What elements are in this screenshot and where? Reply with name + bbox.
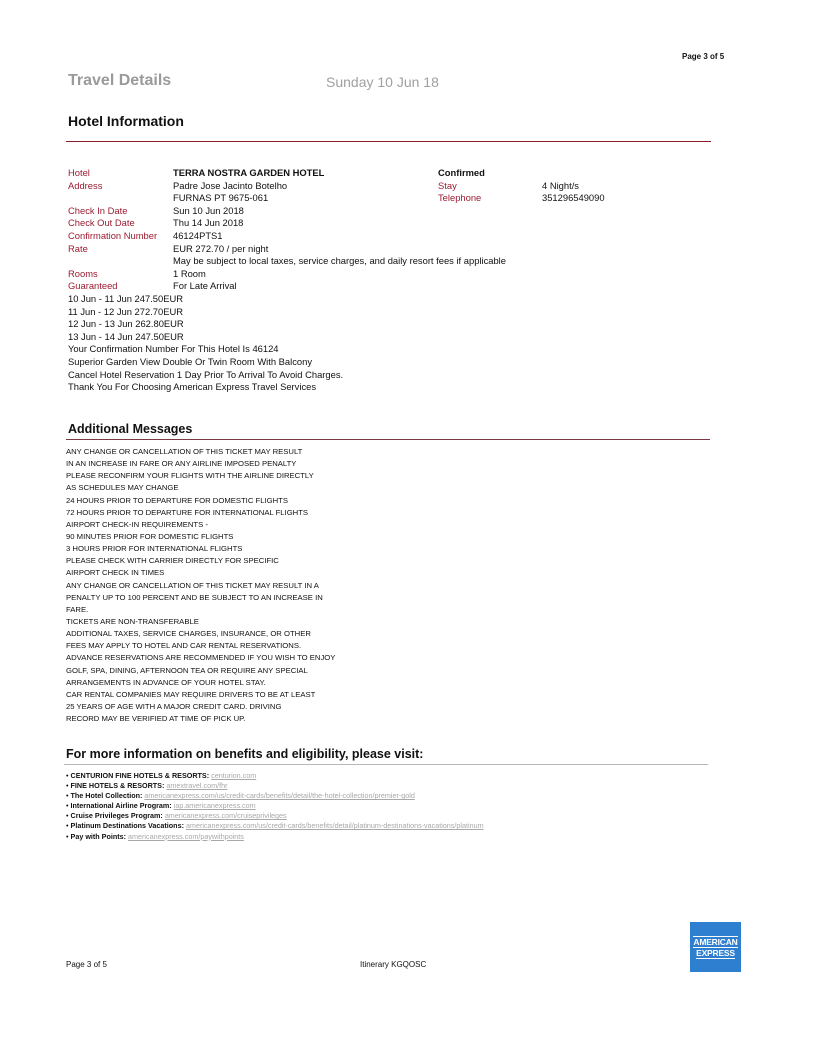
hotel-row: [68, 167, 718, 180]
benefit-link[interactable]: americanexpress.com/paywithpoints: [128, 831, 244, 841]
rate-value: EUR 272.70 / per night: [173, 242, 269, 254]
benefit-item: [66, 791, 726, 801]
american-express-logo: [690, 922, 741, 972]
hotel-name: TERRA NOSTRA GARDEN HOTEL: [173, 167, 325, 178]
hotel-note: [68, 356, 718, 369]
rate-label: Rate: [68, 242, 88, 254]
benefit-item: [66, 821, 726, 831]
hotel-note: [68, 343, 718, 356]
address-row-2: [68, 192, 718, 205]
benefit-name: The Hotel Collection:: [70, 791, 143, 801]
message-line: FEES MAY APPLY TO HOTEL AND CAR RENTAL RESERVATIONS.: [66, 641, 302, 651]
benefit-item: [66, 832, 726, 842]
hotel-note: [68, 331, 718, 344]
confirmation-row: [68, 230, 718, 243]
message-line: ADVANCE RESERVATIONS ARE RECOMMENDED IF YOU WISH TO ENJOY: [66, 653, 336, 663]
message-line: RECORD MAY BE VERIFIED AT TIME OF PICK UP.: [66, 714, 246, 724]
hotel-note: [68, 293, 718, 306]
hotel-note-text: 13 Jun - 14 Jun 247.50EUR: [68, 330, 184, 342]
hotel-note-text: 12 Jun - 13 Jun 262.80EUR: [68, 318, 184, 330]
benefit-link[interactable]: americanexpress.com/cruiseprivileges: [164, 811, 287, 821]
hotel-note-text: Your Confirmation Number For This Hotel Is 46124: [68, 343, 279, 355]
address-row: [68, 180, 718, 193]
hotel-information-block: [68, 167, 718, 394]
benefits-section-divider: [64, 764, 708, 765]
message-line: IN AN INCREASE IN FARE OR ANY AIRLINE IMPOSED PENALTY: [66, 459, 297, 469]
message-line: FARE.: [66, 604, 89, 614]
rooms-label: Rooms: [68, 267, 98, 279]
bullet-icon: •: [66, 821, 69, 831]
bullet-icon: •: [66, 791, 69, 801]
message-line: TICKETS ARE NON-TRANSFERABLE: [66, 616, 199, 626]
message-line: 90 MINUTES PRIOR FOR DOMESTIC FLIGHTS: [66, 531, 234, 541]
message-line: ANY CHANGE OR CANCELLATION OF THIS TICKET MAY RESULT IN A: [66, 580, 319, 590]
benefit-name: FINE HOTELS & RESORTS:: [70, 781, 165, 791]
hotel-note-text: Thank You For Choosing American Express Travel Services: [68, 381, 317, 393]
bullet-icon: •: [66, 781, 69, 791]
hotel-section-divider: [66, 141, 711, 142]
message-line: ADDITIONAL TAXES, SERVICE CHARGES, INSURANCE, OR OTHER: [66, 629, 311, 639]
benefit-item: [66, 771, 726, 781]
confirmation-value: 46124PTS1: [173, 229, 223, 241]
page-number-bottom: Page 3 of 5: [66, 960, 107, 969]
checkout-value: Thu 14 Jun 2018: [173, 217, 244, 229]
hotel-note-text: 10 Jun - 11 Jun 247.50EUR: [68, 292, 184, 304]
message-line: 25 YEARS OF AGE WITH A MAJOR CREDIT CARD. DRIVING: [66, 701, 282, 711]
rooms-value: 1 Room: [173, 267, 206, 279]
hotel-note: [68, 369, 718, 382]
message-line: PENALTY UP TO 100 PERCENT AND BE SUBJECT TO AN INCREASE IN: [66, 592, 323, 602]
address-line-2: FURNAS PT 9675-061: [173, 192, 269, 204]
hotel-note-text: Cancel Hotel Reservation 1 Day Prior To Arrival To Avoid Charges.: [68, 368, 344, 380]
address-line-1: Padre Jose Jacinto Botelho: [173, 179, 288, 191]
message-line: ANY CHANGE OR CANCELLATION OF THIS TICKET MAY RESULT: [66, 447, 303, 456]
benefit-link[interactable]: americanexpress.com/us/credit-cards/benefits/detail/the-hotel-collection/premier-gold: [144, 791, 415, 801]
benefit-name: Cruise Privileges Program:: [70, 811, 163, 821]
message-line: 72 HOURS PRIOR TO DEPARTURE FOR INTERNATIONAL FLIGHTS: [66, 507, 309, 517]
benefits-list: [66, 771, 726, 842]
additional-messages-heading: Additional Messages: [68, 422, 193, 436]
bullet-icon: •: [66, 831, 69, 841]
hotel-label: Hotel: [68, 167, 90, 178]
benefits-heading: For more information on benefits and eligibility, please visit:: [66, 747, 424, 761]
benefit-name: CENTURION FINE HOTELS & RESORTS:: [70, 771, 210, 780]
guaranteed-label: Guaranteed: [68, 280, 118, 292]
rate-row: [68, 243, 718, 256]
message-line: CAR RENTAL COMPANIES MAY REQUIRE DRIVERS TO BE AT LEAST: [66, 689, 316, 699]
itinerary-number: Itinerary KGQOSC: [360, 960, 427, 969]
message-line: AIRPORT CHECK IN TIMES: [66, 568, 165, 578]
travel-details-title: Travel Details: [68, 72, 172, 89]
hotel-note: [68, 318, 718, 331]
guaranteed-value: For Late Arrival: [173, 280, 237, 292]
hotel-note: [68, 381, 718, 394]
booking-status: Confirmed: [438, 167, 485, 178]
hotel-note-text: Superior Garden View Double Or Twin Room With Balcony: [68, 355, 313, 367]
logo-line-2: EXPRESS: [696, 947, 735, 958]
travel-date: Sunday 10 Jun 18: [326, 74, 439, 90]
address-label: Address: [68, 179, 103, 191]
message-line: PLEASE CHECK WITH CARRIER DIRECTLY FOR SPECIFIC: [66, 556, 279, 566]
benefit-item: [66, 811, 726, 821]
benefit-link[interactable]: iap.americanexpress.com: [173, 801, 256, 811]
checkin-value: Sun 10 Jun 2018: [173, 204, 244, 216]
message-line: AS SCHEDULES MAY CHANGE: [66, 483, 179, 493]
message-line: GOLF, SPA, DINING, AFTERNOON TEA OR REQUIRE ANY SPECIAL: [66, 665, 308, 675]
checkin-row: [68, 205, 718, 218]
message-line: ARRANGEMENTS IN ADVANCE OF YOUR HOTEL STAY.: [66, 677, 266, 687]
benefit-name: International Airline Program:: [70, 801, 172, 811]
messages-section-divider: [66, 439, 710, 440]
benefit-link[interactable]: amextravel.com/fhr: [166, 781, 228, 791]
guaranteed-row: [68, 280, 718, 293]
message-line: 24 HOURS PRIOR TO DEPARTURE FOR DOMESTIC FLIGHTS: [66, 495, 288, 505]
bullet-icon: •: [66, 811, 69, 821]
benefit-name: Pay with Points:: [70, 831, 127, 841]
confirmation-label: Confirmation Number: [68, 229, 158, 241]
telephone-label: Telephone: [438, 192, 482, 204]
stay-value: 4 Night/s: [542, 179, 579, 191]
logo-line-1: AMERICAN: [693, 936, 738, 947]
rate-note-row: [68, 255, 718, 268]
bullet-icon: •: [66, 771, 69, 780]
bullet-icon: •: [66, 801, 69, 811]
rooms-row: [68, 268, 718, 281]
benefit-item: [66, 801, 726, 811]
checkout-row: [68, 217, 718, 230]
benefit-link[interactable]: centurion.com: [211, 771, 257, 780]
message-line: 3 HOURS PRIOR FOR INTERNATIONAL FLIGHTS: [66, 544, 243, 554]
hotel-information-heading: Hotel Information: [68, 113, 184, 129]
benefit-item: [66, 781, 726, 791]
page-number-top: Page 3 of 5: [682, 52, 725, 61]
hotel-note-text: 11 Jun - 12 Jun 272.70EUR: [68, 305, 184, 317]
checkin-label: Check In Date: [68, 204, 128, 216]
message-line: AIRPORT CHECK-IN REQUIREMENTS -: [66, 519, 208, 529]
benefit-name: Platinum Destinations Vacations:: [70, 821, 184, 831]
stay-label: Stay: [438, 179, 457, 191]
rate-note: May be subject to local taxes, service charges, and daily resort fees if applicable: [173, 255, 506, 267]
telephone-value: 351296549090: [542, 192, 605, 204]
hotel-note: [68, 306, 718, 319]
message-line: PLEASE RECONFIRM YOUR FLIGHTS WITH THE AIRLINE DIRECTLY: [66, 471, 314, 481]
benefit-link[interactable]: americanexpress.com/us/credit-cards/benefits/detail/platinum-destinations-vacations/platinum: [185, 821, 484, 831]
additional-messages-list: [66, 446, 466, 725]
checkout-label: Check Out Date: [68, 217, 135, 229]
